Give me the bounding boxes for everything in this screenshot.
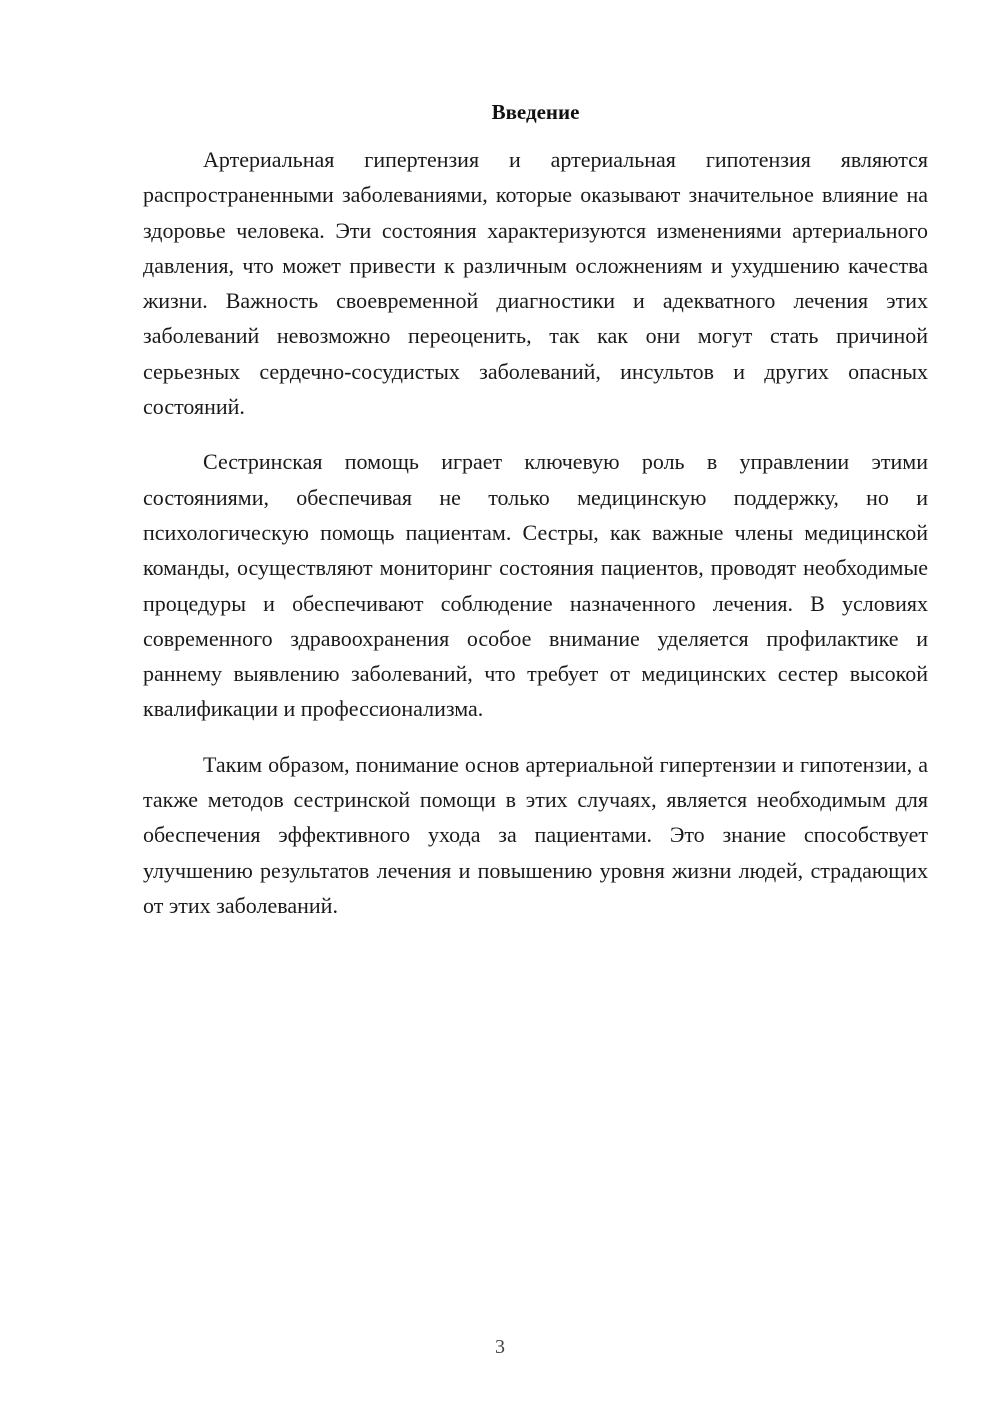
page-number: 3: [495, 1336, 505, 1358]
paragraph-2: Сестринская помощь играет ключевую роль в управлении этими состояниями, обеспечивая не только медицинскую поддержку, но и психологическую помощь пациентам. Сестры, как важные члены медицинской команды, осуществляют мониторинг состояния пациентов, проводят необходимые процедуры и обеспечивают соблюдение назначенного лечения. В условиях современного здравоохранения особое внимание уделяется профилактике и раннему выявлению заболеваний, что требует от медицинских сестер высокой квалификации и профессионализма.: [143, 449, 928, 722]
paragraph-3: Таким образом, понимание основ артериальной гипертензии и гипотензии, а также методов сестринской помощи в этих случаях, является необходимым для обеспечения эффективного ухода за пациентами. Это знание способствует улучшению результатов лечения и повышению уровня жизни людей, страдающих от этих заболеваний.: [143, 751, 928, 918]
page-title: Введение: [491, 100, 580, 124]
document-body: [143, 142, 928, 943]
paragraph-1: Артериальная гипертензия и артериальная гипотензия являются распространенными заболеваниями, которые оказывают значительное влияние на здоровье человека. Эти состояния характеризуются изменениями артериального давления, что может привести к различным осложнениям и ухудшению качества жизни. Важность своевременной диагностики и адекватного лечения этих заболеваний невозможно переоценить, так как они могут стать причиной серьезных сердечно-сосудистых заболеваний, инсультов и других опасных состояний.: [143, 147, 928, 420]
